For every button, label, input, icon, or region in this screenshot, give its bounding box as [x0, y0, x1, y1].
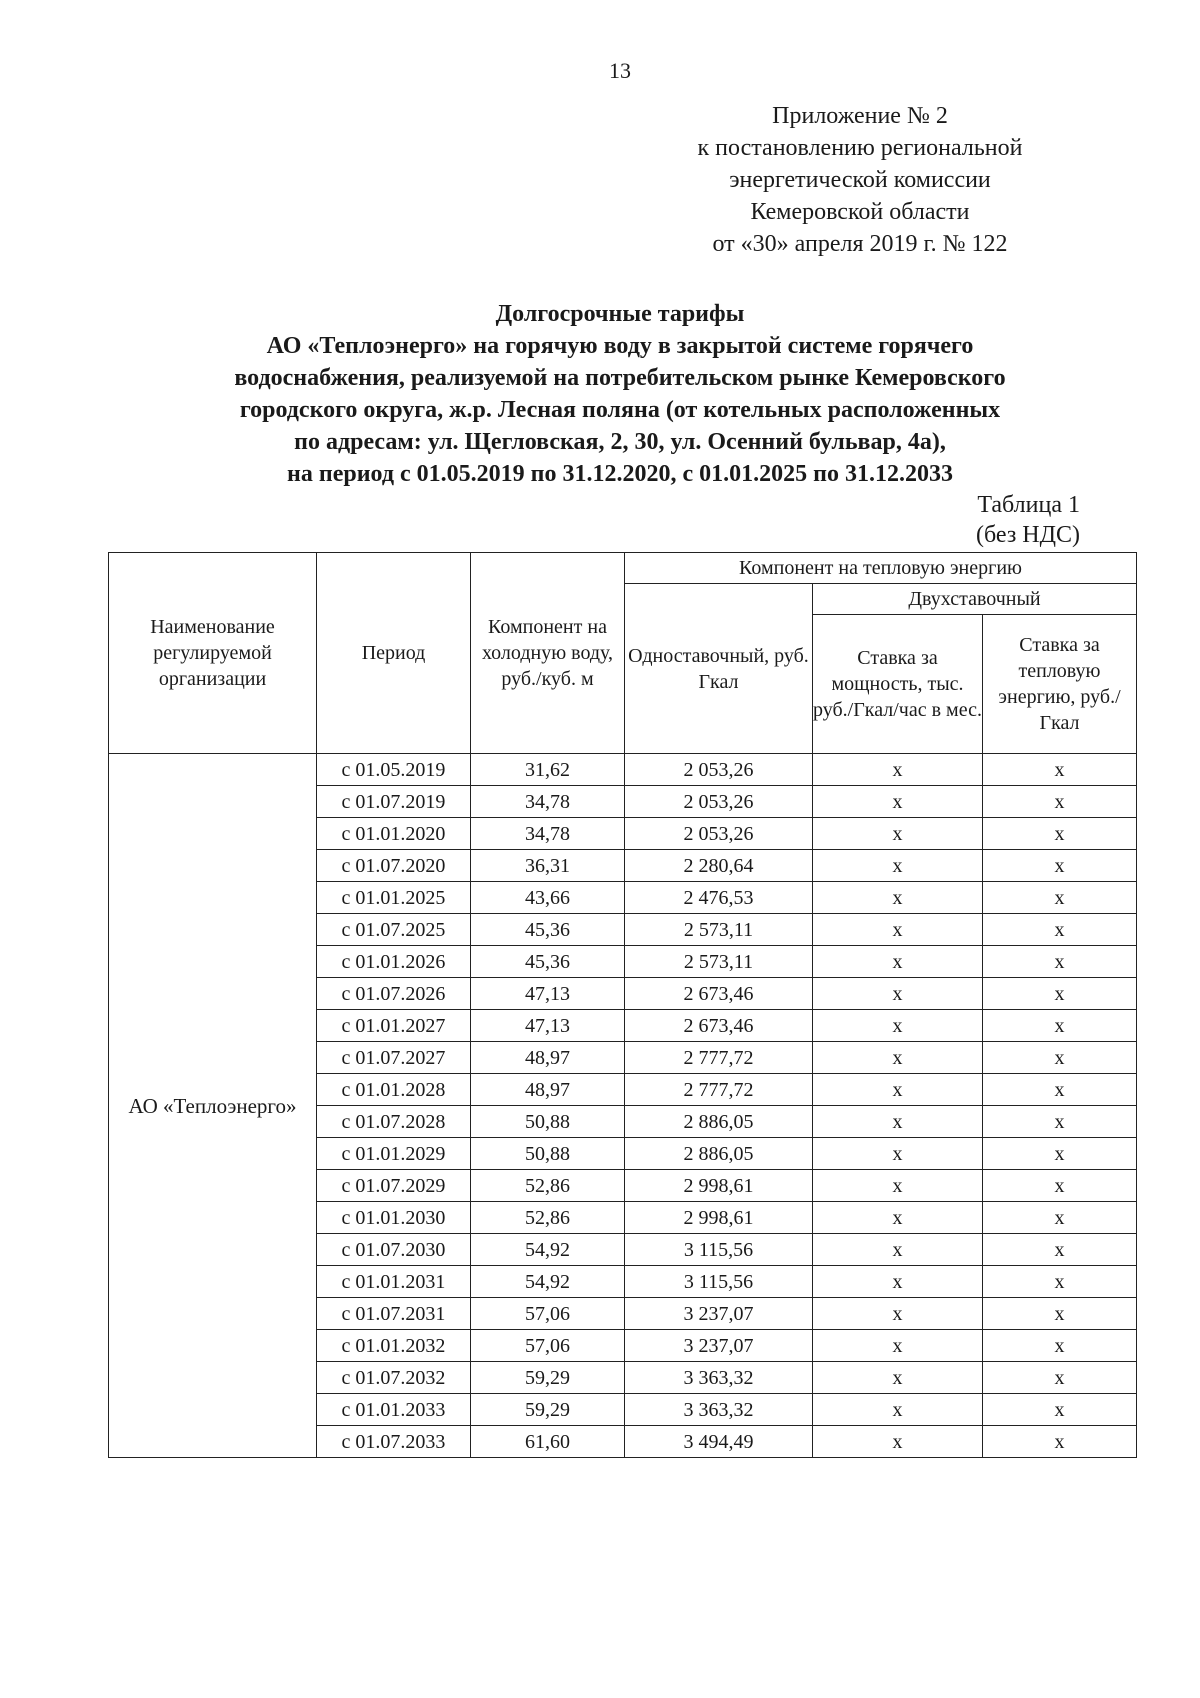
document-title	[130, 298, 1110, 490]
cold-water-cell: 48,97	[471, 1074, 625, 1106]
single-rate-cell: 3 115,56	[625, 1234, 813, 1266]
capacity-rate-cell: х	[813, 1138, 983, 1170]
energy-rate-cell: х	[983, 1106, 1137, 1138]
single-rate-cell: 2 573,11	[625, 946, 813, 978]
capacity-rate-cell: х	[813, 1234, 983, 1266]
appendix-line: энергетической комиссии	[729, 167, 991, 193]
appendix-line: Кемеровской области	[750, 199, 970, 225]
period-cell: с 01.01.2026	[317, 946, 471, 978]
capacity-rate-cell: х	[813, 1330, 983, 1362]
period-cell: с 01.07.2019	[317, 786, 471, 818]
single-rate-cell: 2 573,11	[625, 914, 813, 946]
capacity-rate-cell: х	[813, 1170, 983, 1202]
capacity-rate-cell: х	[813, 850, 983, 882]
single-rate-cell: 2 777,72	[625, 1042, 813, 1074]
table-row	[109, 754, 1137, 786]
title-line: по адресам: ул. Щегловская, 2, 30, ул. Осенний бульвар, 4а),	[294, 429, 946, 455]
title-line: АО «Теплоэнерго» на горячую воду в закрытой системе горячего	[266, 333, 974, 359]
energy-rate-cell: х	[983, 978, 1137, 1010]
cold-water-cell: 59,29	[471, 1362, 625, 1394]
energy-rate-cell: х	[983, 818, 1137, 850]
energy-rate-cell: х	[983, 1426, 1137, 1458]
tariff-table	[108, 552, 1137, 1458]
energy-rate-cell: х	[983, 1394, 1137, 1426]
header-cold-water: Компонент на холодную воду, руб./куб. м	[471, 553, 625, 754]
appendix-line: от «30» апреля 2019 г. № 122	[712, 231, 1008, 257]
period-cell: с 01.01.2028	[317, 1074, 471, 1106]
cold-water-cell: 36,31	[471, 850, 625, 882]
header-capacity-rate: Ставка за мощность, тыс. руб./Гкал/час в мес.	[813, 615, 983, 754]
period-cell: с 01.01.2027	[317, 1010, 471, 1042]
capacity-rate-cell: х	[813, 978, 983, 1010]
table-number: Таблица 1	[977, 492, 1080, 518]
cold-water-cell: 52,86	[471, 1202, 625, 1234]
cold-water-cell: 59,29	[471, 1394, 625, 1426]
appendix-line: к постановлению региональной	[697, 135, 1023, 161]
single-rate-cell: 2 280,64	[625, 850, 813, 882]
cold-water-cell: 57,06	[471, 1298, 625, 1330]
single-rate-cell: 2 777,72	[625, 1074, 813, 1106]
period-cell: с 01.01.2029	[317, 1138, 471, 1170]
header-energy-rate: Ставка за тепловую энергию, руб./Гкал	[983, 615, 1137, 754]
cold-water-cell: 43,66	[471, 882, 625, 914]
period-cell: с 01.05.2019	[317, 754, 471, 786]
table-caption	[900, 490, 1080, 550]
capacity-rate-cell: х	[813, 1394, 983, 1426]
cold-water-cell: 47,13	[471, 1010, 625, 1042]
single-rate-cell: 2 476,53	[625, 882, 813, 914]
period-cell: с 01.01.2032	[317, 1330, 471, 1362]
capacity-rate-cell: х	[813, 1202, 983, 1234]
period-cell: с 01.01.2030	[317, 1202, 471, 1234]
energy-rate-cell: х	[983, 786, 1137, 818]
cold-water-cell: 34,78	[471, 818, 625, 850]
cold-water-cell: 45,36	[471, 946, 625, 978]
period-cell: с 01.07.2027	[317, 1042, 471, 1074]
energy-rate-cell: х	[983, 1074, 1137, 1106]
capacity-rate-cell: х	[813, 818, 983, 850]
vat-note: (без НДС)	[975, 522, 1080, 548]
header-single-rate: Одноставочный, руб. Гкал	[625, 584, 813, 754]
single-rate-cell: 2 998,61	[625, 1170, 813, 1202]
header-heat-component: Компонент на тепловую энергию	[625, 553, 1137, 584]
header-org-name: Наименование регулируемой организации	[109, 553, 317, 754]
energy-rate-cell: х	[983, 946, 1137, 978]
capacity-rate-cell: х	[813, 1106, 983, 1138]
single-rate-cell: 2 673,46	[625, 1010, 813, 1042]
period-cell: с 01.07.2028	[317, 1106, 471, 1138]
energy-rate-cell: х	[983, 850, 1137, 882]
page-number: 13	[609, 58, 631, 83]
cold-water-cell: 54,92	[471, 1234, 625, 1266]
capacity-rate-cell: х	[813, 754, 983, 786]
single-rate-cell: 3 237,07	[625, 1330, 813, 1362]
cold-water-cell: 57,06	[471, 1330, 625, 1362]
period-cell: с 01.07.2033	[317, 1426, 471, 1458]
capacity-rate-cell: х	[813, 946, 983, 978]
energy-rate-cell: х	[983, 914, 1137, 946]
cold-water-cell: 61,60	[471, 1426, 625, 1458]
energy-rate-cell: х	[983, 1042, 1137, 1074]
energy-rate-cell: х	[983, 1362, 1137, 1394]
title-line: городского округа, ж.р. Лесная поляна (от котельных расположенных	[239, 397, 1001, 423]
table-body	[109, 754, 1137, 1458]
single-rate-cell: 2 998,61	[625, 1202, 813, 1234]
period-cell: с 01.07.2029	[317, 1170, 471, 1202]
title-line: Долгосрочные тарифы	[495, 301, 745, 327]
capacity-rate-cell: х	[813, 1362, 983, 1394]
table-header	[109, 553, 1137, 754]
single-rate-cell: 3 363,32	[625, 1394, 813, 1426]
single-rate-cell: 2 053,26	[625, 818, 813, 850]
energy-rate-cell: х	[983, 754, 1137, 786]
period-cell: с 01.01.2025	[317, 882, 471, 914]
period-cell: с 01.07.2032	[317, 1362, 471, 1394]
capacity-rate-cell: х	[813, 882, 983, 914]
energy-rate-cell: х	[983, 1266, 1137, 1298]
cold-water-cell: 48,97	[471, 1042, 625, 1074]
single-rate-cell: 3 237,07	[625, 1298, 813, 1330]
capacity-rate-cell: х	[813, 1042, 983, 1074]
capacity-rate-cell: х	[813, 1426, 983, 1458]
single-rate-cell: 2 053,26	[625, 786, 813, 818]
single-rate-cell: 2 053,26	[625, 754, 813, 786]
title-line: водоснабжения, реализуемой на потребительском рынке Кемеровского	[234, 365, 1006, 391]
capacity-rate-cell: х	[813, 1074, 983, 1106]
energy-rate-cell: х	[983, 1138, 1137, 1170]
capacity-rate-cell: х	[813, 1266, 983, 1298]
cold-water-cell: 34,78	[471, 786, 625, 818]
period-cell: с 01.07.2025	[317, 914, 471, 946]
period-cell: с 01.07.2031	[317, 1298, 471, 1330]
single-rate-cell: 2 886,05	[625, 1138, 813, 1170]
single-rate-cell: 2 886,05	[625, 1106, 813, 1138]
single-rate-cell: 3 363,32	[625, 1362, 813, 1394]
period-cell: с 01.01.2020	[317, 818, 471, 850]
single-rate-cell: 2 673,46	[625, 978, 813, 1010]
energy-rate-cell: х	[983, 1234, 1137, 1266]
single-rate-cell: 3 115,56	[625, 1266, 813, 1298]
period-cell: с 01.07.2030	[317, 1234, 471, 1266]
energy-rate-cell: х	[983, 1010, 1137, 1042]
energy-rate-cell: х	[983, 882, 1137, 914]
cold-water-cell: 45,36	[471, 914, 625, 946]
energy-rate-cell: х	[983, 1202, 1137, 1234]
cold-water-cell: 47,13	[471, 978, 625, 1010]
capacity-rate-cell: х	[813, 786, 983, 818]
period-cell: с 01.07.2020	[317, 850, 471, 882]
cold-water-cell: 50,88	[471, 1138, 625, 1170]
single-rate-cell: 3 494,49	[625, 1426, 813, 1458]
cold-water-cell: 31,62	[471, 754, 625, 786]
title-line: на период с 01.05.2019 по 31.12.2020, с 01.01.2025 по 31.12.2033	[287, 461, 953, 487]
organization-name: АО «Теплоэнерго»	[109, 754, 317, 1458]
period-cell: с 01.01.2033	[317, 1394, 471, 1426]
header-period: Период	[317, 553, 471, 754]
cold-water-cell: 52,86	[471, 1170, 625, 1202]
cold-water-cell: 50,88	[471, 1106, 625, 1138]
cold-water-cell: 54,92	[471, 1266, 625, 1298]
appendix-line: Приложение № 2	[772, 103, 948, 129]
capacity-rate-cell: х	[813, 1298, 983, 1330]
period-cell: с 01.01.2031	[317, 1266, 471, 1298]
appendix-block	[640, 100, 1080, 260]
energy-rate-cell: х	[983, 1330, 1137, 1362]
period-cell: с 01.07.2026	[317, 978, 471, 1010]
energy-rate-cell: х	[983, 1298, 1137, 1330]
header-two-part: Двухставочный	[813, 584, 1137, 615]
capacity-rate-cell: х	[813, 1010, 983, 1042]
capacity-rate-cell: х	[813, 914, 983, 946]
energy-rate-cell: х	[983, 1170, 1137, 1202]
